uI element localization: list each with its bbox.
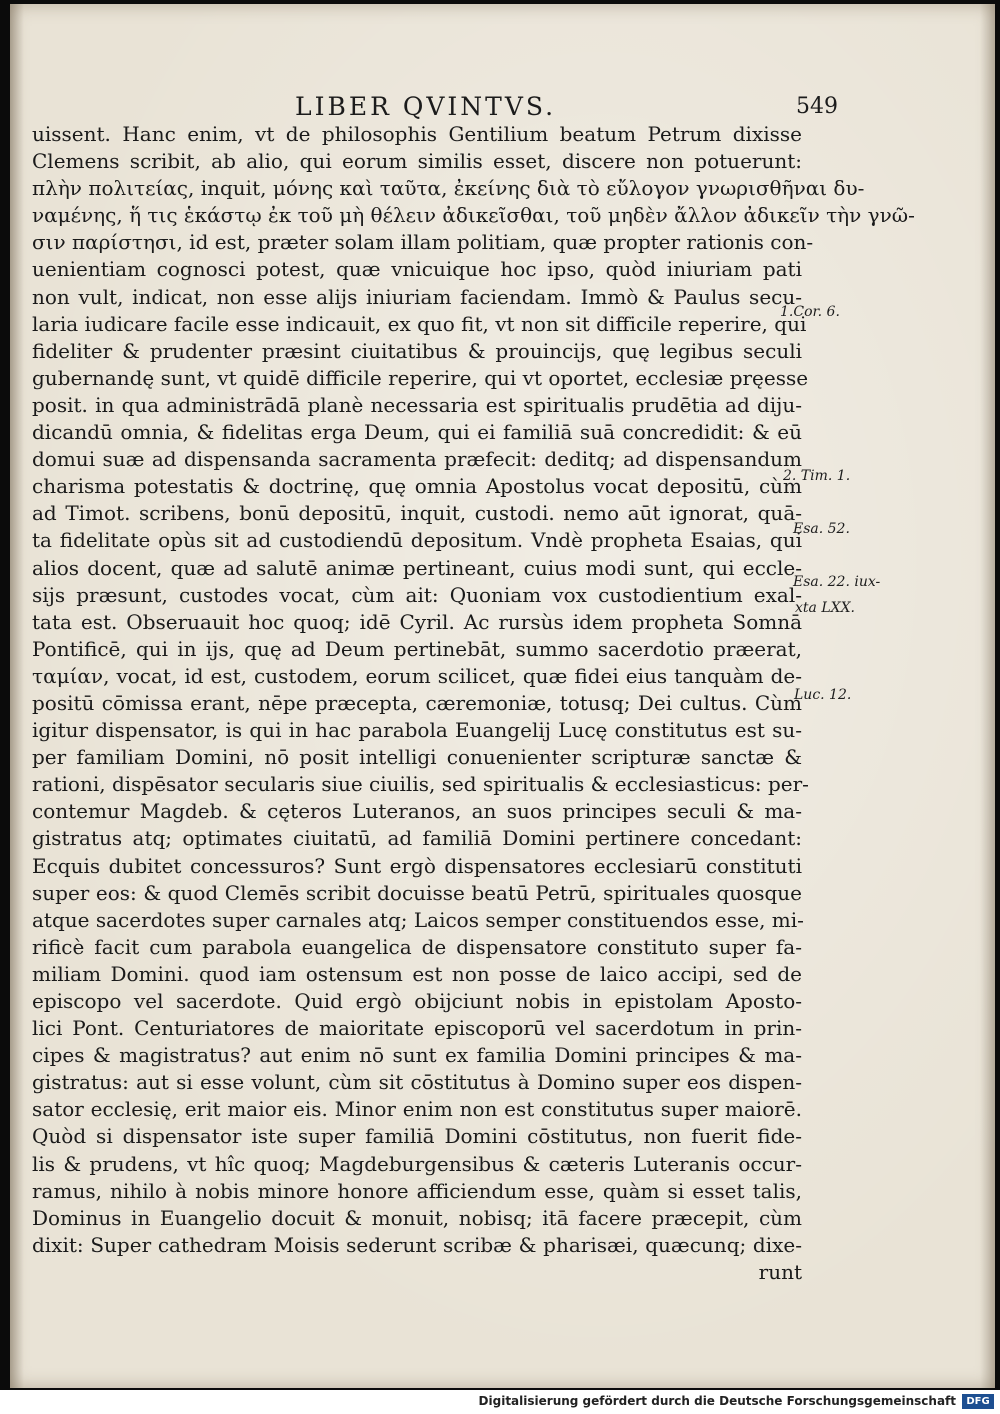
text-line: sijs præsunt, custodes vocat, cùm ait: Quoniam vox custodientium exal-: [32, 582, 802, 607]
text-line: cipes & magistratus? aut enim nō sunt ex familia Domini principes & ma-: [32, 1043, 802, 1068]
text-line: ναμένης, ἥ τις ἑκάστῳ ἐκ τοῦ μὴ θέλειν ἀδικεῖσθαι, τοῦ μηδὲν ἄλλον ἀδικεῖν τὴν γνῶ-: [32, 203, 915, 228]
text-line: Quòd si dispensator iste super familiā Domini cōstitutus, non fuerit fide-: [32, 1124, 802, 1149]
margin-note: xta LXX.: [795, 600, 855, 616]
text-line: non vult, indicat, non esse alijs iniuriam faciendam. Immò & Paulus secu-: [32, 284, 802, 309]
text-line: sator ecclesię, erit maior eis. Minor enim non est constitutus super maiorē.: [32, 1097, 802, 1122]
text-line: positū cōmissa erant, nēpe præcepta, cæremoniæ, totusq; Dei cultus. Cùm: [32, 690, 802, 715]
text-line: ad Timot. scribens, bonū depositū, inquit, custodi. nemo aūt ignorat, quā-: [32, 501, 802, 526]
footer-credit: Digitalisierung gefördert durch die Deutsche Forschungsgemeinschaft: [478, 1394, 956, 1408]
text-line: dixit: Super cathedram Moisis sederunt scribæ & pharisæi, quæcunq; dixe-: [32, 1232, 802, 1257]
text-line: Clemens scribit, ab alio, qui eorum similis esset, discere non potuerunt:: [32, 149, 802, 174]
text-line: atque sacerdotes super carnales atq; Laicos semper constituendos esse, mi-: [32, 907, 804, 932]
text-line: gubernandę sunt, vt quidē difficile reperire, qui vt oportet, ecclesiæ pręesse: [32, 365, 809, 390]
text-line: miliam Domini. quod iam ostensum est non posse de laico accipi, sed de: [32, 961, 802, 986]
text-line: uenientiam cognosci potest, quæ vnicuique hoc ipso, quòd iniuriam pati: [32, 257, 802, 282]
text-line: lis & prudens, vt hîc quoq; Magdeburgensibus & cæteris Luteranis occur-: [32, 1151, 802, 1176]
text-line: igitur dispensator, is qui in hac parabola Euangelij Lucę constitutus est su-: [32, 718, 802, 743]
book-page: [10, 4, 995, 1388]
text-line: posit. in qua administrādā planè necessaria est spiritualis prudētia ad diju-: [32, 392, 802, 417]
text-line: σιν παρίστησι, id est, præter solam illam politiam, quæ propter rationis con-: [32, 230, 814, 255]
margin-note: Luc. 12.: [794, 687, 852, 703]
text-line: Pontificē, qui in ijs, quę ad Deum pertinebāt, summo sacerdotio præerat,: [32, 636, 802, 661]
margin-note: Esa. 52.: [793, 521, 850, 537]
text-line: πλὴν πολιτείας, inquit, μόνης καὶ ταῦτα, ἐκείνης διὰ τὸ εὔλογον γνωρισθῆναι δυ-: [32, 176, 865, 201]
text-line: domui suæ ad dispensanda sacramenta præfecit: deditq; ad dispensandum: [32, 447, 802, 472]
footer-bar: [0, 1390, 1000, 1414]
text-line: dicandū omnia, & fidelitas erga Deum, qui ei familiā suā concredidit: & eū: [32, 420, 802, 445]
text-line: tata est. Obseruauit hoc quoq; idē Cyril. Ac rursùs idem propheta Somnā: [32, 609, 802, 634]
margin-note: 2. Tim. 1.: [783, 468, 851, 484]
text-line: ramus, nihilo à nobis minore honore afficiendum esse, quàm si esset talis,: [32, 1178, 802, 1203]
text-line: ταμίαν, vocat, id est, custodem, eorum scilicet, quæ fidei eius tanquàm de-: [32, 663, 802, 688]
margin-note: 1.Cor. 6.: [780, 304, 840, 320]
text-line: ta fidelitate opùs sit ad custodiendū depositum. Vndè propheta Esaias, qui: [32, 528, 802, 553]
margin-note: Esa. 22. iux-: [793, 574, 881, 590]
text-line: Ecquis dubitet concessuros? Sunt ergò dispensatores ecclesiarū constituti: [32, 853, 802, 878]
text-line: gistratus atq; optimates ciuitatū, ad familiā Domini pertinere concedant:: [32, 826, 802, 851]
text-line: rationi, dispēsator secularis siue ciuilis, sed spiritualis & ecclesiasticus: per-: [32, 772, 809, 797]
text-line: Dominus in Euangelio docuit & monuit, nobisq; itā facere præcepit, cùm: [32, 1205, 802, 1230]
text-line: gistratus: aut si esse volunt, cùm sit cōstitutus à Domino super eos dispen-: [32, 1070, 802, 1095]
text-line: charisma potestatis & doctrinę, quę omnia Apostolus vocat depositū, cùm: [32, 474, 802, 499]
page-number: 549: [796, 94, 838, 119]
text-line: fideliter & prudenter præsint ciuitatibus & prouincijs, quę legibus seculi: [32, 338, 802, 363]
text-line: lici Pont. Centuriatores de maioritate episcoporū vel sacerdotum in prin-: [32, 1016, 802, 1041]
text-line: laria iudicare facile esse indicauit, ex quo fit, vt non sit difficile reperire, qui: [32, 311, 807, 336]
text-line: contemur Magdeb. & cęteros Luteranos, an suos principes seculi & ma-: [32, 799, 802, 824]
running-header: LIBER QVINTVS.: [295, 92, 557, 121]
text-line: runt: [758, 1259, 802, 1284]
text-line: per familiam Domini, nō posit intelligi conuenienter scripturæ sanctæ &: [32, 745, 802, 770]
text-line: uissent. Hanc enim, vt de philosophis Gentilium beatum Petrum dixisse: [32, 122, 802, 146]
text-line: rificè facit cum parabola euangelica de dispensatore constituto super fa-: [32, 934, 802, 959]
text-line: super eos: & quod Clemēs scribit docuisse beatū Petrū, spirituales quosque: [32, 880, 802, 905]
dfg-logo: DFG: [962, 1394, 994, 1409]
text-line: episcopo vel sacerdote. Quid ergò obijciunt nobis in epistolam Aposto-: [32, 989, 802, 1013]
text-line: alios docent, quæ ad salutē animæ pertineant, cuius modi sunt, qui eccle-: [32, 555, 802, 580]
